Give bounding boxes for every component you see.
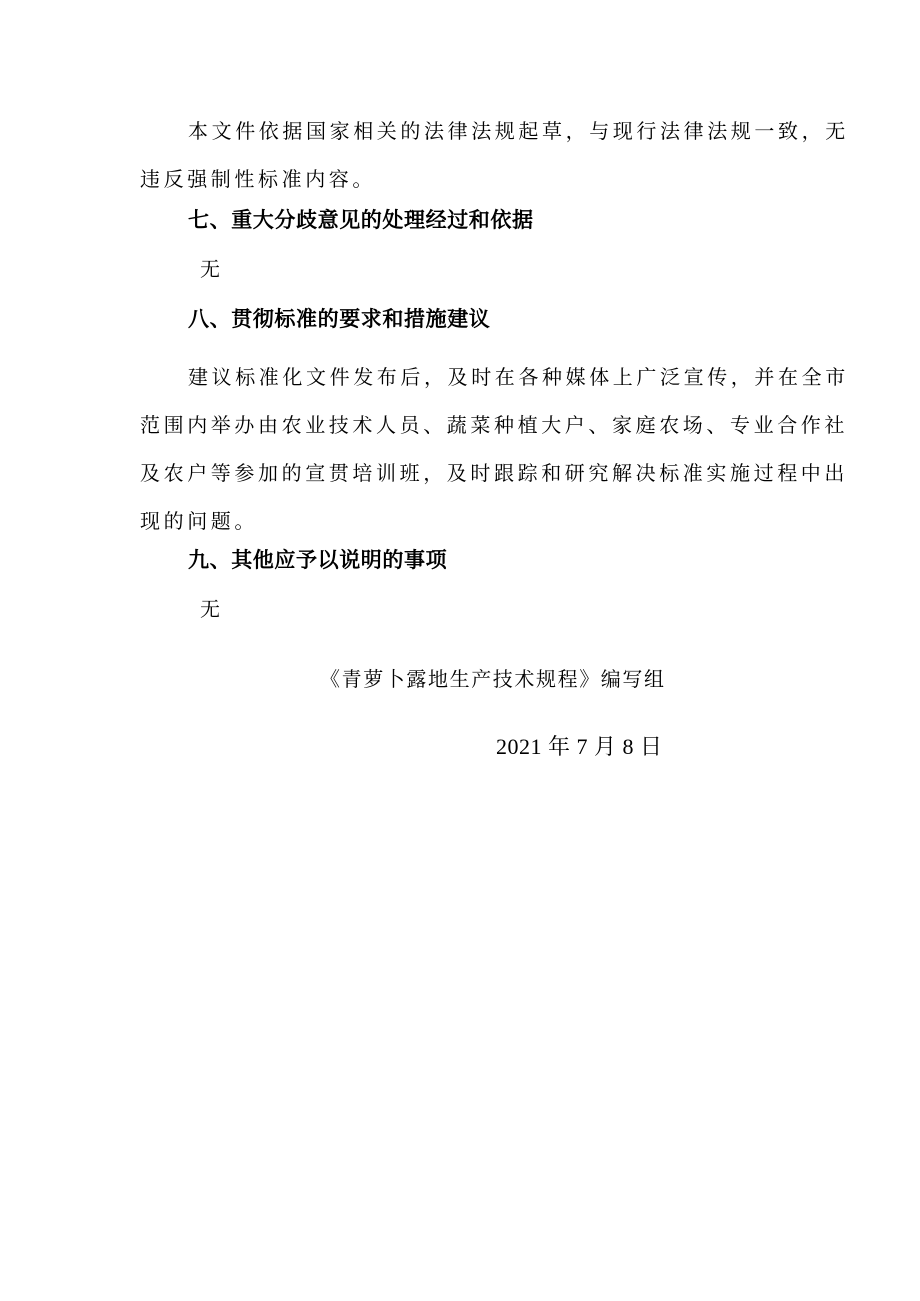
date-line: 2021 年 7 月 8 日 (496, 734, 663, 759)
section8-paragraph-line-2: 范围内举办由农业技术人员、蔬菜种植大户、家庭农场、专业合作社 (140, 413, 848, 437)
section6-paragraph-line-1: 本文件依据国家相关的法律法规起草，与现行法律法规一致，无 (188, 119, 849, 143)
section8-paragraph-line-3: 及农户等参加的宣贯培训班，及时跟踪和研究解决标准实施过程中出 (140, 461, 848, 485)
section8-paragraph-line-4: 现的问题。 (140, 509, 258, 533)
section8-paragraph-line-1: 建议标准化文件发布后，及时在各种媒体上广泛宣传，并在全市 (188, 365, 849, 389)
section6-paragraph-line-2: 违反强制性标准内容。 (140, 167, 376, 191)
section7-body: 无 (200, 257, 224, 281)
section9-body: 无 (200, 597, 224, 621)
section7-heading: 七、重大分歧意见的处理经过和依据 (188, 208, 534, 232)
section8-heading: 八、贯彻标准的要求和措施建议 (188, 307, 491, 331)
signature-line: 《青萝卜露地生产技术规程》编写组 (320, 667, 666, 691)
section9-heading: 九、其他应予以说明的事项 (188, 548, 448, 572)
